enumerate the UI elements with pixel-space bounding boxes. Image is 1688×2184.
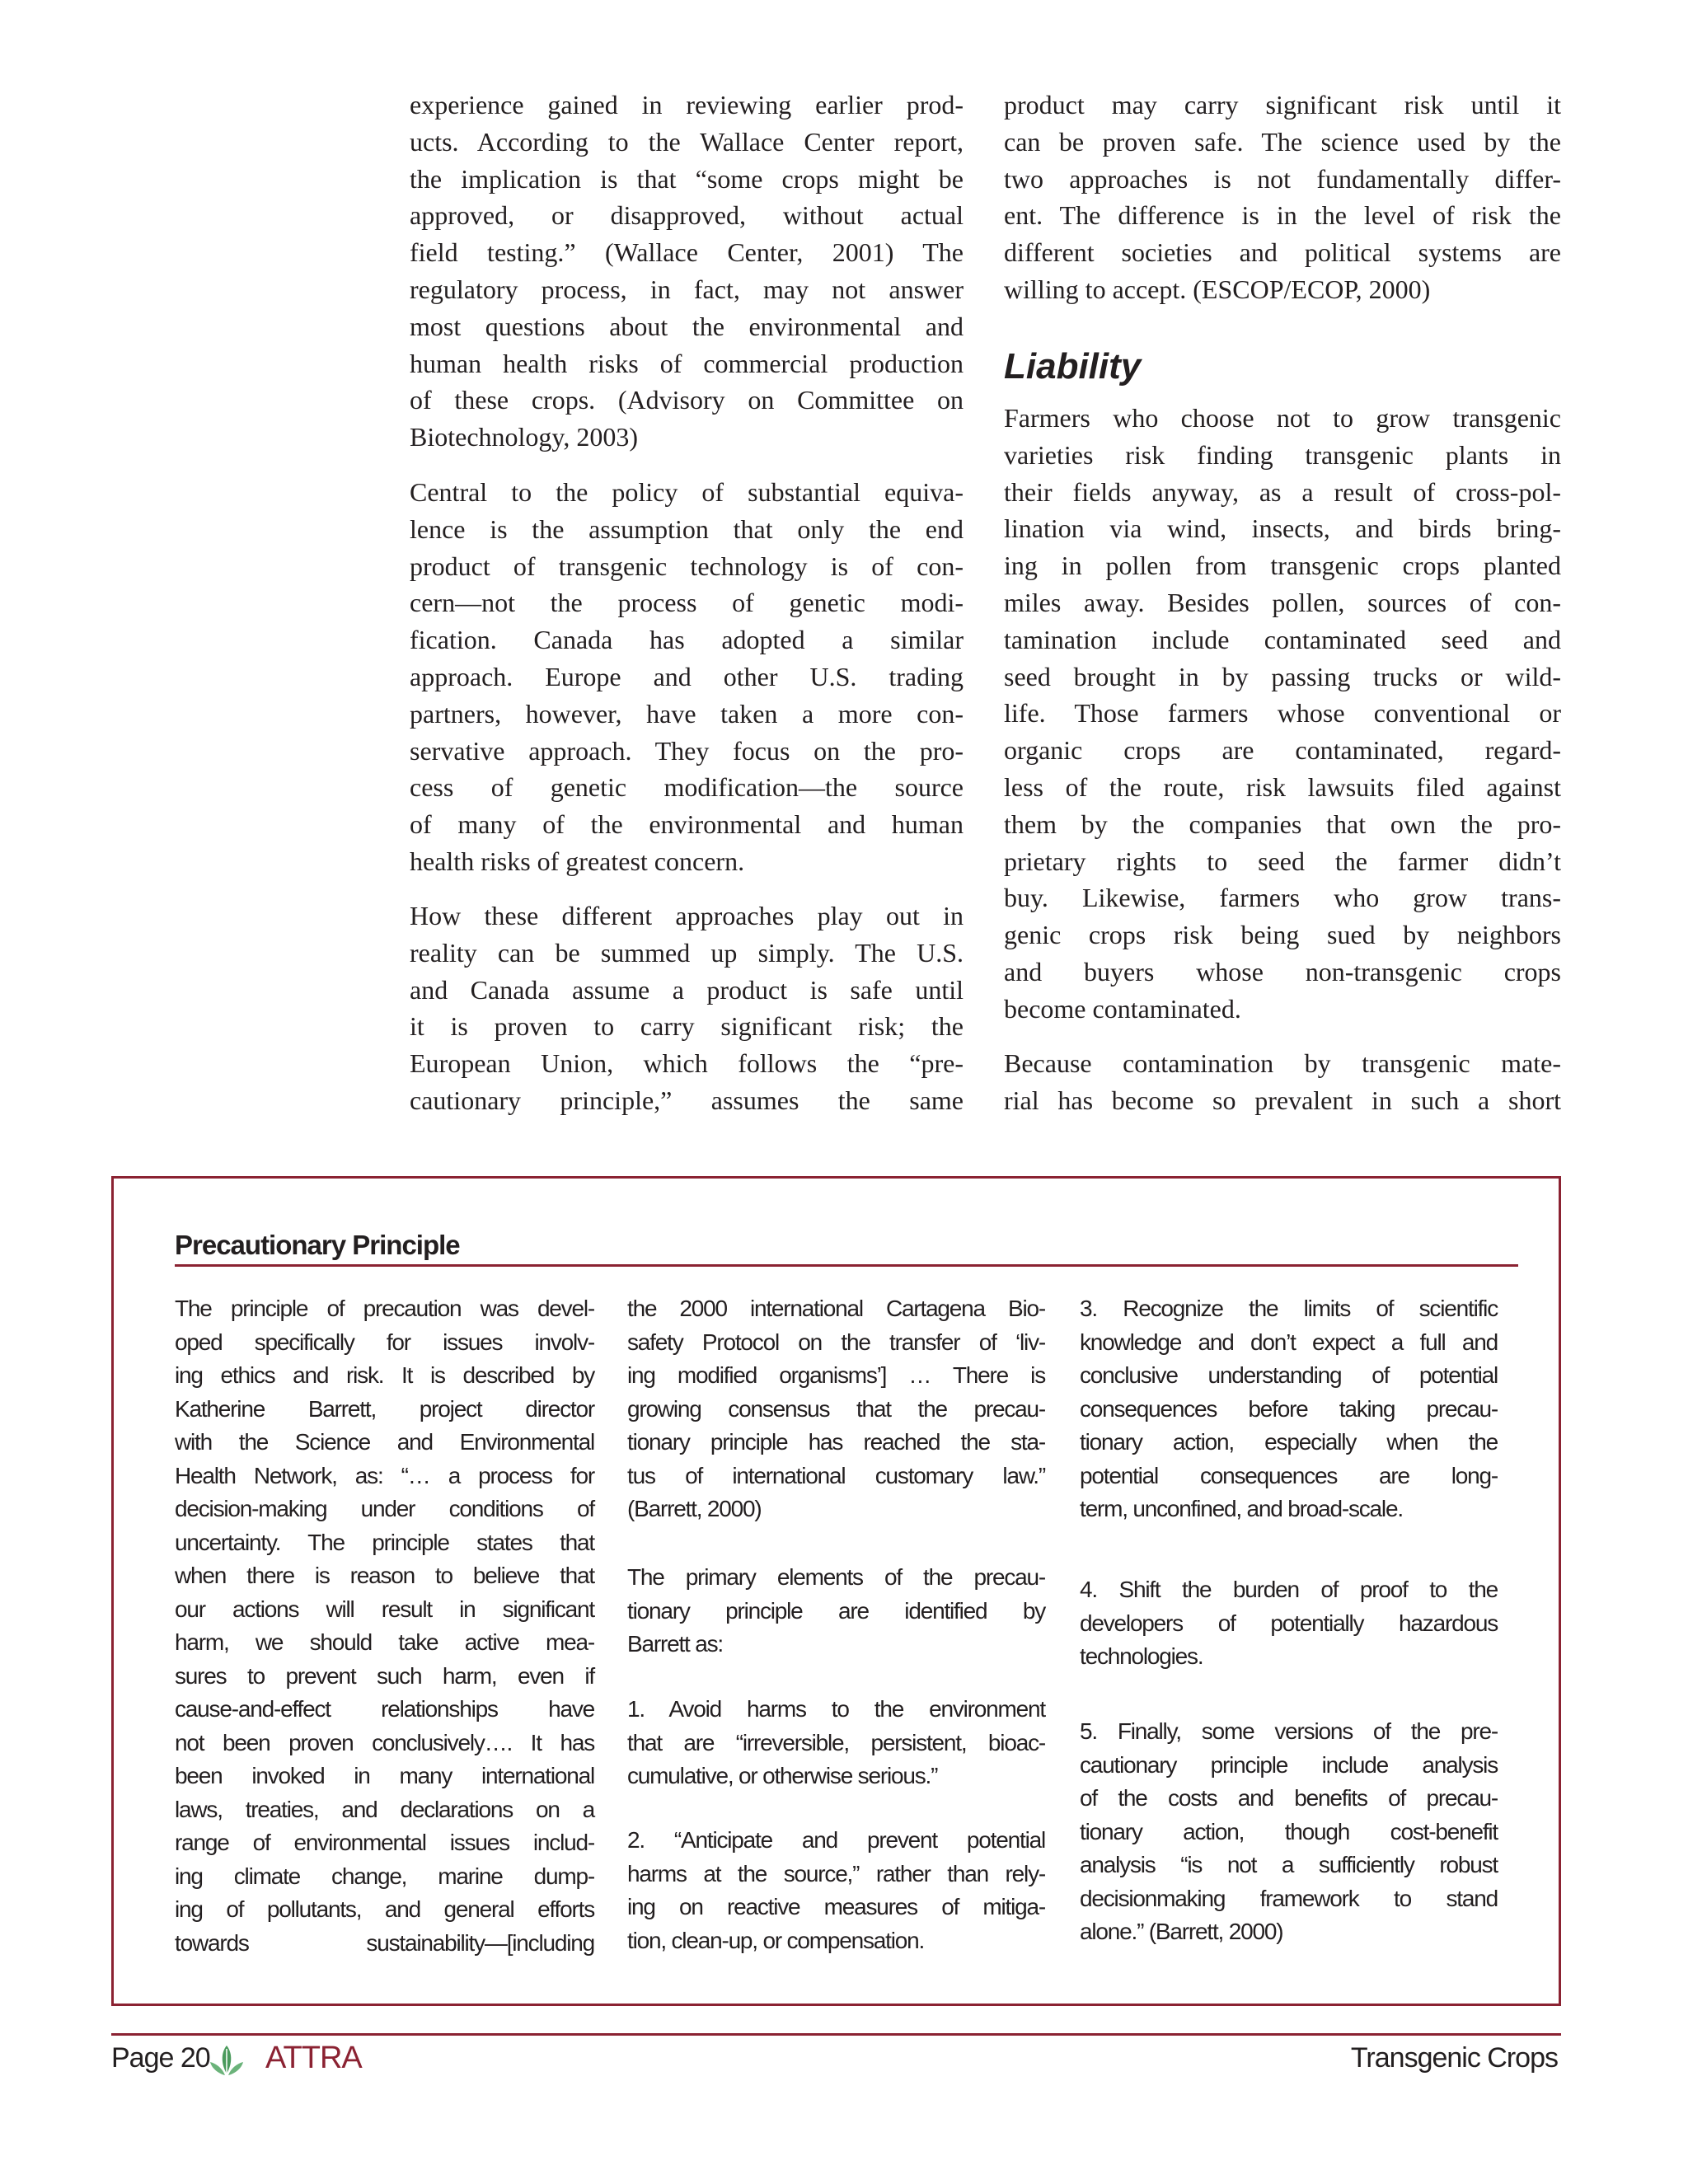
text-line: when there is reason to believe that	[175, 1563, 594, 1588]
text-line: tionary principle has reached the sta-	[627, 1429, 1045, 1455]
text-line: tion, clean-up, or compensation.	[627, 1927, 925, 1953]
text-line: their fields anyway, as a result of cross-pol-	[1004, 476, 1561, 507]
text-line: The principle of precaution was devel-	[175, 1296, 594, 1321]
text-line: regulatory process, in fact, may not answer	[410, 274, 964, 304]
text-line: term, unconfined, and broad-scale.	[1080, 1496, 1403, 1521]
text-line: Central to the policy of substantial equiva-	[410, 477, 964, 507]
text-line: varieties risk finding transgenic plants in	[1004, 439, 1561, 470]
text-line: it is proven to carry significant risk; the	[410, 1011, 964, 1042]
text-line: ing climate change, marine dump-	[175, 1863, 594, 1889]
text-line: harm, we should take active mea-	[175, 1629, 594, 1655]
text-line: approach. Europe and other U.S. trading	[410, 661, 964, 691]
text-line: cautionary principle,” assumes the same	[410, 1085, 964, 1115]
text-line: life. Those farmers whose conventional or	[1004, 698, 1561, 729]
text-line: willing to accept. (ESCOP/ECOP, 2000)	[1004, 274, 1431, 304]
text-line: ing ethics and risk. It is described by	[175, 1362, 594, 1388]
text-line: cautionary principle include analysis	[1080, 1751, 1498, 1778]
text-line: ing of pollutants, and general efforts	[175, 1896, 594, 1922]
text-line: seed brought in by passing trucks or wild-	[1004, 661, 1561, 691]
divider	[175, 1264, 1518, 1267]
text-line: can be proven safe. The science used by the	[1004, 126, 1561, 157]
text-line: and buyers whose non-transgenic crops	[1004, 956, 1561, 987]
page-footer	[111, 2042, 1558, 2083]
text-line: rial has become so prevalent in such a short	[1004, 1085, 1561, 1115]
text-line: ing on reactive measures of mitiga-	[627, 1894, 1045, 1919]
text-line: the implication is that “some crops might be	[410, 163, 964, 194]
text-line: tus of international customary law.”	[627, 1462, 1045, 1488]
text-line: range of environmental issues includ-	[175, 1830, 594, 1855]
text-line: organic crops are contaminated, regard-	[1004, 735, 1561, 766]
box-paragraph	[627, 1561, 1045, 1661]
text-line: towards sustainability—[including	[175, 1929, 594, 1956]
text-line: been invoked in many international	[175, 1763, 594, 1788]
text-line: safety Protocol on the transfer of ‘liv-	[627, 1329, 1045, 1355]
text-line: Farmers who choose not to grow transgenic	[1004, 403, 1561, 433]
text-line: How these different approaches play out in	[410, 901, 964, 930]
text-line: genic crops risk being sued by neighbors	[1004, 920, 1561, 950]
body-paragraph	[410, 87, 964, 456]
text-line: Barrett as:	[627, 1631, 723, 1657]
text-line: health risks of greatest concern.	[410, 846, 745, 876]
text-line: knowledge and don’t expect a full and	[1080, 1329, 1498, 1355]
text-line: less of the route, risk lawsuits filed against	[1004, 771, 1561, 802]
text-line: 1. Avoid harms to the environment	[627, 1696, 1045, 1722]
text-line: oped specifically for issues involv-	[175, 1329, 594, 1355]
text-line: become contaminated.	[1004, 993, 1241, 1024]
box-list-item	[627, 1824, 1045, 1957]
body-paragraph	[1004, 400, 1561, 1028]
text-line: cause-and-effect relationships have	[175, 1696, 594, 1722]
text-line: partners, however, have taken a more con-	[410, 698, 964, 729]
text-line: of these crops. (Advisory on Committee on	[410, 385, 964, 415]
text-line: servative approach. They focus on the pro-	[410, 735, 964, 766]
box-list-item	[1080, 1573, 1498, 1674]
text-line: human health risks of commercial production	[410, 348, 964, 378]
document-title: Transgenic Crops	[1350, 2042, 1558, 2074]
text-line: tionary action, especially when the	[1080, 1429, 1498, 1455]
text-line: 5. Finally, some versions of the pre-	[1080, 1718, 1498, 1744]
text-line: of many of the environmental and human	[410, 809, 964, 840]
box-list-item	[627, 1693, 1045, 1793]
text-line: sures to prevent such harm, even if	[175, 1662, 594, 1689]
text-line: and Canada assume a product is safe until	[410, 974, 964, 1005]
text-line: consequences before taking precau-	[1080, 1395, 1498, 1422]
text-line: Health Network, as: “… a process for	[175, 1462, 594, 1488]
box-paragraph	[175, 1292, 594, 1960]
text-line: Biotechnology, 2003)	[410, 422, 638, 452]
text-line: tionary action, though cost-benefit	[1080, 1818, 1498, 1844]
text-line: cern—not the process of genetic modi-	[410, 588, 964, 618]
text-line: experience gained in reviewing earlier prod-	[410, 90, 964, 120]
text-line: analysis “is not a sufficiently robust	[1080, 1852, 1498, 1877]
text-line: our actions will result in significant	[175, 1596, 594, 1622]
text-line: (Barrett, 2000)	[627, 1496, 762, 1521]
text-line: tionary principle are identified by	[627, 1597, 1045, 1624]
text-line: tamination include contaminated seed and	[1004, 624, 1561, 654]
attra-logo: ATTRA	[265, 2041, 362, 2075]
text-line: cumulative, or otherwise serious.”	[627, 1763, 938, 1788]
text-line: decisionmaking framework to stand	[1080, 1885, 1498, 1911]
text-line: decision-making under conditions of	[175, 1496, 594, 1521]
body-paragraph	[1004, 87, 1561, 308]
text-line: reality can be summed up simply. The U.S.	[410, 937, 964, 968]
box-list-item	[1080, 1715, 1498, 1949]
body-paragraph	[410, 474, 964, 880]
text-line: product of transgenic technology is of con-	[410, 551, 964, 581]
text-line: ent. The difference is in the level of risk the	[1004, 200, 1561, 231]
text-line: not been proven conclusively…. It has	[175, 1729, 594, 1755]
text-line: fication. Canada has adopted a similar	[410, 625, 964, 655]
page-number: Page 20	[111, 2042, 210, 2074]
text-line: harms at the source,” rather than rely-	[627, 1860, 1045, 1886]
sidebar-box-title: Precautionary Principle	[175, 1230, 460, 1260]
text-line: potential consequences are long-	[1080, 1462, 1498, 1488]
text-line: uncertainty. The principle states that	[175, 1529, 594, 1555]
text-line: different societies and political systems are	[1004, 237, 1561, 268]
box-list-item	[1080, 1292, 1498, 1526]
text-line: ing in pollen from transgenic crops planted	[1004, 551, 1561, 581]
text-line: the 2000 international Cartagena Bio-	[627, 1296, 1045, 1321]
text-line: them by the companies that own the pro-	[1004, 808, 1561, 839]
text-line: lence is the assumption that only the end	[410, 513, 964, 544]
text-line: ing modified organisms’] … There is	[627, 1362, 1045, 1388]
text-line: two approaches is not fundamentally differ-	[1004, 163, 1561, 194]
text-line: developers of potentially hazardous	[1080, 1610, 1498, 1636]
text-line: ucts. According to the Wallace Center report,	[410, 126, 964, 157]
text-line: miles away. Besides pollen, sources of con-	[1004, 587, 1561, 617]
text-line: field testing.” (Wallace Center, 2001) The	[410, 237, 964, 268]
text-line: alone.” (Barrett, 2000)	[1080, 1919, 1283, 1944]
text-line: prietary rights to seed the farmer didn’t	[1004, 846, 1561, 876]
text-line: cess of genetic modification—the source	[410, 772, 964, 803]
text-line: 2. “Anticipate and prevent potential	[627, 1827, 1045, 1853]
text-line: European Union, which follows the “pre-	[410, 1048, 964, 1079]
text-line: conclusive understanding of potential	[1080, 1362, 1498, 1388]
body-paragraph	[1004, 1045, 1561, 1119]
section-heading: Liability	[1004, 346, 1142, 387]
text-line: that are “irreversible, persistent, bioac-	[627, 1729, 1045, 1755]
text-line: laws, treaties, and declarations on a	[175, 1796, 594, 1822]
text-line: The primary elements of the precau-	[627, 1564, 1045, 1590]
text-line: technologies.	[1080, 1643, 1203, 1669]
text-line: Katherine Barrett, project director	[175, 1395, 594, 1422]
text-line: 4. Shift the burden of proof to the	[1080, 1577, 1498, 1602]
box-paragraph	[627, 1292, 1045, 1526]
text-line: growing consensus that the precau-	[627, 1395, 1045, 1422]
text-line: with the Science and Environmental	[175, 1429, 594, 1455]
leaf-icon	[209, 2042, 245, 2079]
footer-divider	[111, 2033, 1561, 2036]
text-line: most questions about the environmental and	[410, 311, 964, 341]
text-line: buy. Likewise, farmers who grow trans-	[1004, 883, 1561, 913]
text-line: Because contamination by transgenic mate-	[1004, 1048, 1561, 1078]
text-line: of the costs and benefits of precau-	[1080, 1785, 1498, 1811]
text-line: approved, or disapproved, without actual	[410, 200, 964, 231]
text-line: lination via wind, insects, and birds bring-	[1004, 513, 1561, 544]
text-line: 3. Recognize the limits of scientific	[1080, 1296, 1498, 1321]
body-paragraph	[410, 898, 964, 1119]
text-line: product may carry significant risk until it	[1004, 90, 1561, 120]
